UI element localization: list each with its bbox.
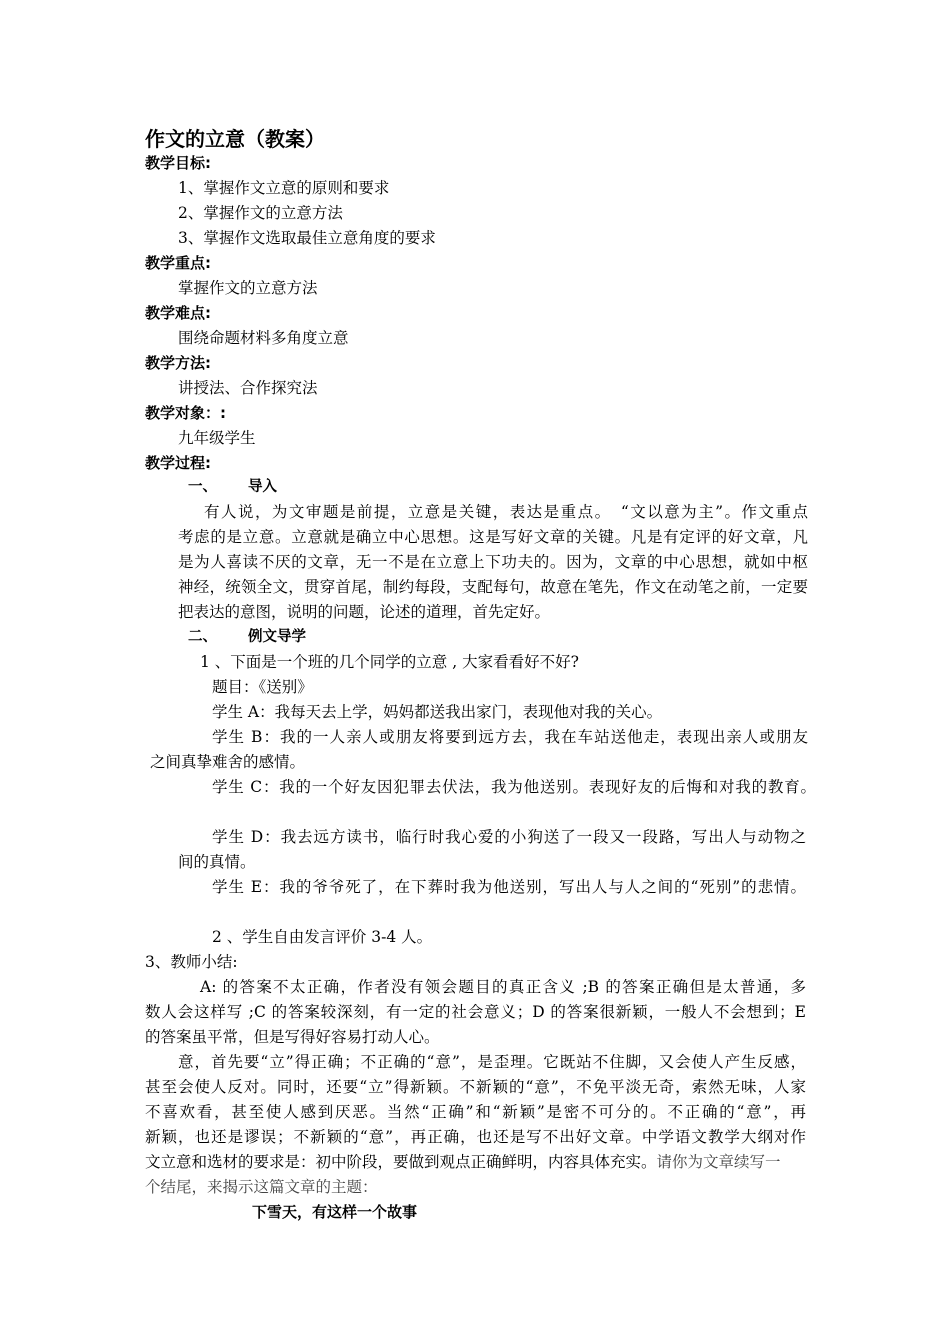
goal-item: 1、掌握作文立意的原则和要求 [178,179,390,197]
focus-text: 掌握作文的立意方法 [178,279,318,297]
audience-heading: 教学对象：: [145,404,226,422]
body-line: 个结尾，来揭示这篇文章的主题： [145,1178,378,1196]
question-2: 2 、学生自由发言评价 3-4 人。 [212,928,433,946]
goals-heading: 教学目标: [145,154,211,172]
student-b: 学生 B：我的一人亲人或朋友将要到远方去，我在车站送他走，表现出亲人或朋友 [212,728,808,746]
intro-line: 是为人喜读不厌的文章，无一不是在立意上下功夫的。因为，文章的中心思想，就如中枢 [178,553,808,571]
focus-heading: 教学重点: [145,254,211,272]
intro-line: 神经，统领全文，贯穿首尾，制约每段，支配每句，故意在笔先，作文在动笔之前，一定要 [178,578,808,596]
student-b-cont: 之间真挚难舍的感情。 [150,753,306,771]
body-line [145,1152,781,1172]
section-heading-intro [188,477,277,497]
student-d-cont: 间的真情。 [178,853,256,871]
student-d: 学生 D：我去远方读书，临行时我心爱的小狗送了一段又一段路，写出人与动物之 [212,828,806,846]
body-line: 意，首先要“立”得正确；不正确的“意”，是歪理。它既站不住脚，又会使人产生反感， [178,1053,806,1071]
section-heading-examples [188,627,306,647]
section-number: 二、 [188,629,217,645]
intro-line: 考虑的是立意。立意就是确立中心思想。这是写好文章的关键。凡是有定评的好文章，凡 [178,528,808,546]
intro-line: 把表达的意图，说明的问题，论述的道理，首先定好。 [178,603,551,621]
goal-item: 3、掌握作文选取最佳立意角度的要求 [178,229,436,247]
method-text: 讲授法、合作探究法 [178,379,318,397]
document-title: 作文的立意（教案） [145,127,325,151]
difficulty-text: 围绕命题材料多角度立意 [178,329,349,347]
student-e: 学生 E：我的爷爷死了，在下葬时我为他送别，写出人与人之间的“死别”的悲情。 [212,878,806,896]
topic-line: 题目：《送别》 [212,678,313,696]
summary-line: 的答案虽平常，但是写得好容易打动人心。 [145,1028,440,1046]
body-line: 不喜欢看，甚至使人感到厌恶。当然“正确”和“新颖”是密不可分的。不正确的“意”，再 [145,1103,806,1121]
difficulty-heading: 教学难点: [145,304,211,322]
section-title: 导入 [248,479,277,495]
body-line: 新颖，也还是谬误；不新颖的“意”，再正确，也还是写不出好文章。中学语文教学大纲对作 [145,1128,806,1146]
section-number: 一、 [188,479,217,495]
section-title: 例文导学 [248,629,306,645]
body-text: 文立意和选材的要求是：初中阶段，要做到观点正确鲜明，内容具体充实。 [145,1153,657,1171]
goal-item: 2、掌握作文的立意方法 [178,204,343,222]
method-heading: 教学方法: [145,354,211,372]
student-a: 学生 A：我每天去上学，妈妈都送我出家门，表现他对我的关心。 [212,703,663,721]
body-text-grey: 请你为文章续写一 [656,1153,781,1171]
summary-heading: 3、教师小结: [145,953,238,971]
audience-text: 九年级学生 [178,429,256,447]
story-title: 下雪天，有这样一个故事 [252,1203,418,1221]
student-c: 学生 C：我的一个好友因犯罪去伏法，我为他送别。表现好友的后悔和对我的教育。 [212,778,816,796]
process-heading: 教学过程: [145,454,211,472]
question-1: 1 、下面是一个班的几个同学的立意 , 大家看看好不好? [200,653,579,671]
intro-line: 有人说，为文审题是前提，立意是关键，表达是重点。 “文以意为主”。作文重点 [204,503,808,521]
body-line: 甚至会使人反对。同时，还要“立”得新颖。不新颖的“意”，不免平淡无奇，索然无味，人家 [145,1078,806,1096]
summary-line: 数人会这样写 ;C 的答案较深刻，有一定的社会意义；D 的答案很新颖，一般人不会想到；E [145,1003,806,1021]
summary-line: A: 的答案不太正确，作者没有领会题目的真正含义 ;B 的答案正确但是太普通，多 [200,978,806,996]
